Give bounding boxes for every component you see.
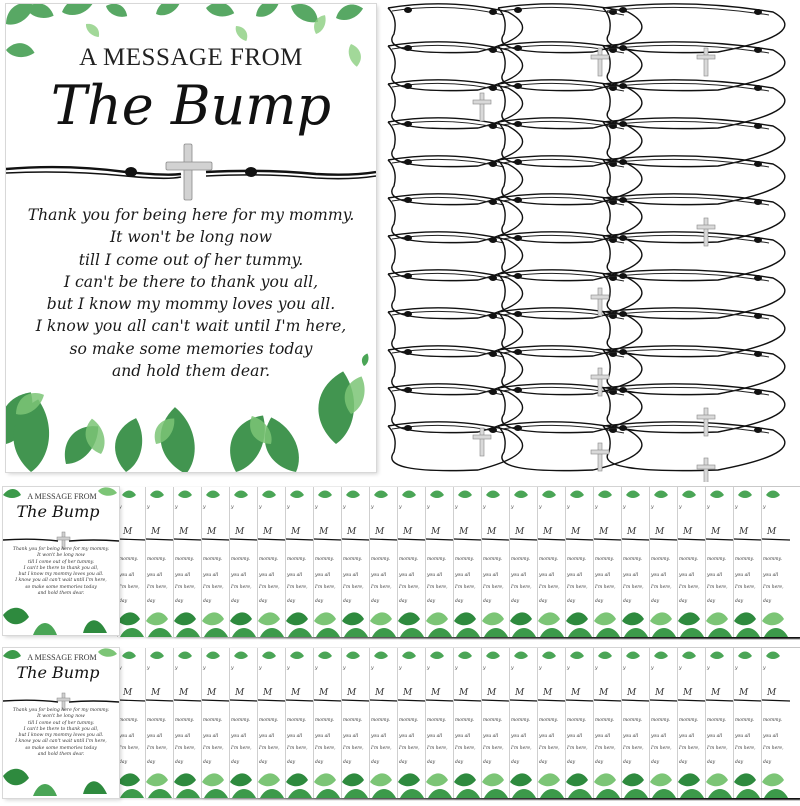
leaf-icon [118,612,140,625]
front-mini-card [3,487,119,635]
leaf-icon [374,491,388,499]
stacked-card: y M mommy. you all I'm here, day [566,487,800,637]
poem-line: and hold them dear. [111,362,271,381]
stacked-card: y M mommy. you all I'm here, day [230,648,800,798]
leaf-icon [316,628,340,637]
leaf-icon [428,628,452,637]
stacked-card: y M mommy. you all I'm here, day [594,648,800,798]
mini-heading: A MESSAGE FROM [27,492,97,501]
leaf-icon [626,491,640,499]
stacked-card: y M mommy. you all I'm here, day [482,487,800,637]
leaf-icon [512,789,536,798]
leaf-icon [430,491,444,499]
poem-line: I know you all can't wait until I'm here, [35,317,347,336]
leaf-icon [540,628,564,637]
stacked-card: y M mommy. you all I'm here, day [398,648,800,798]
leaf-icon [206,652,220,660]
leaf-icon [176,628,200,637]
leaf-icon [286,773,308,786]
leaf-icon [234,491,248,499]
leaf-icon [202,773,224,786]
leaf-icon [652,628,676,637]
stacked-card: y M mommy. you all I'm here, day [342,487,800,637]
leaf-icon [400,628,424,637]
stacked-card: y M mommy. you all I'm here, day [594,487,800,637]
stacked-card: y M mommy. you all I'm here, day [706,648,800,798]
leaf-icon [458,491,472,499]
leaf-icon [568,789,592,798]
leaf-icon [286,612,308,625]
leaf-icon [514,491,528,499]
stacked-card: y M mommy. you all I'm here, day [510,648,800,798]
leaf-icon [400,789,424,798]
stacked-card: y M mommy. you all I'm here, day [118,487,800,637]
leaf-icon [398,773,420,786]
leaf-icon [178,652,192,660]
mini-title: The Bump [16,502,100,521]
leaf-icon [626,652,640,660]
leaf-icon [764,789,788,798]
leaf-icon [734,773,756,786]
leaf-icon [232,789,256,798]
leaf-icon [456,628,480,637]
leaf-icon [710,652,724,660]
stacked-card: y M mommy. you all I'm here, day [482,648,800,798]
leaf-icon [538,773,560,786]
leaf-icon [650,612,672,625]
leaf-icon [482,773,504,786]
leaf-icon [150,652,164,660]
leaf-icon [262,652,276,660]
leaf-icon [708,789,732,798]
leaf-icon [234,652,248,660]
leaf-icon [148,628,172,637]
leaf-icon [736,789,760,798]
leaf-icon [204,789,228,798]
leaf-icon [398,612,420,625]
stacked-card: y M mommy. you all I'm here, day [650,487,800,637]
leaf-icon [596,789,620,798]
mini-poem: Thank you for being here for my mommy. It won't be long now till I come out of her tummy. I can't be there to thank you all, but I know my mommy loves you all. I know you all can't wait until I'm here, so make some memories today and hold them dear. [12,708,110,758]
leaf-icon [122,652,136,660]
leaf-icon [146,773,168,786]
stacked-card: y M mommy. you all I'm here, day [286,648,800,798]
leaf-icon [318,491,332,499]
leaf-icon [370,773,392,786]
leaf-icon [288,628,312,637]
stacked-card: y M mommy. you all I'm here, day [734,487,800,637]
leaf-icon [146,612,168,625]
leaf-icon [594,773,616,786]
mini-poem: Thank you for being here for my mommy. It won't be long now till I come out of her tummy. I can't be there to thank you all, but I know my mommy loves you all. I know you all can't wait until I'm here, so make some memories today and hold them dear. [12,547,110,597]
leaf-icon [624,628,648,637]
leaf-icon [428,789,452,798]
leaf-icon [512,628,536,637]
leaf-icon [230,612,252,625]
leaf-icon [458,652,472,660]
leaf-icon [510,773,532,786]
leaf-icon [3,608,29,625]
leaf-icon [260,628,284,637]
front-mini-card [3,648,119,798]
stacked-card: y M mommy. you all I'm here, day [762,487,800,637]
leaf-icon [596,628,620,637]
leaf-icon [678,612,700,625]
leaf-icon [178,491,192,499]
leaf-icon [734,612,756,625]
stacked-card: y M mommy. you all I'm here, day [678,648,800,798]
poem-line: but I know my mommy loves you all. [46,295,336,314]
leaf-icon [540,789,564,798]
leaf-icon [344,789,368,798]
leaf-icon [538,612,560,625]
leaf-icon [344,628,368,637]
stacked-card: y M mommy. you all I'm here, day [202,648,800,798]
leaf-icon [260,789,284,798]
poem-line: Thank you for being here for my mommy. [27,206,355,224]
leaf-icon [706,773,728,786]
card-strip-1 [0,487,800,637]
leaf-icon [762,773,784,786]
stacked-card: y M mommy. you all I'm here, day [454,487,800,637]
leaf-icon [622,773,644,786]
leaf-icon [120,789,144,798]
stacked-card: y M mommy. you all I'm here, day [174,648,800,798]
leaf-icon [174,612,196,625]
leaf-icon [568,628,592,637]
leaf-icon [622,612,644,625]
leaf-icon [484,628,508,637]
leaf-icon [230,773,252,786]
leaf-icon [33,784,57,796]
stacked-card: y M mommy. you all I'm here, day [538,487,800,637]
leaf-icon [33,623,57,635]
leaf-icon [598,652,612,660]
stacked-card: y M mommy. you all I'm here, day [426,648,800,798]
leaf-icon [678,773,700,786]
stacked-card: y M mommy. you all I'm here, day [370,487,800,637]
leaf-icon [594,612,616,625]
leaf-icon [370,612,392,625]
leaf-icon [542,652,556,660]
stacked-card: y M mommy. you all I'm here, day [286,487,800,637]
leaf-icon [148,789,172,798]
leaf-icon [510,612,532,625]
leaf-icon [708,628,732,637]
leaf-icon [204,628,228,637]
stacked-card: y M mommy. you all I'm here, day [734,648,800,798]
mini-heading: A MESSAGE FROM [27,653,97,662]
stacked-card: y M mommy. you all I'm here, day [426,487,800,637]
stacked-card: y M mommy. you all I'm here, day [622,648,800,798]
leaf-icon [122,491,136,499]
leaf-icon [762,612,784,625]
leaf-icon [624,789,648,798]
leaf-icon [372,628,396,637]
leaf-icon [736,628,760,637]
leaf-icon [654,652,668,660]
stacked-card: y M mommy. you all I'm here, day [230,487,800,637]
leaf-icon [374,652,388,660]
stacked-card: y M mommy. you all I'm here, day [762,648,800,798]
stacked-card: y M mommy. you all I'm here, day [538,648,800,798]
leaf-icon [738,491,752,499]
leaf-icon [764,628,788,637]
leaf-icon [598,491,612,499]
leaf-icon [118,773,140,786]
leaf-icon [454,612,476,625]
leaf-icon [206,491,220,499]
leaf-icon [486,652,500,660]
stacked-card: y M mommy. you all I'm here, day [258,648,800,798]
stacked-card: y M mommy. you all I'm here, day [146,648,800,798]
leaf-icon [738,652,752,660]
leaf-icon [372,789,396,798]
leaf-icon [426,612,448,625]
card-strip-2 [0,648,800,798]
leaf-icon [570,491,584,499]
leaf-icon [652,789,676,798]
leaf-icon [650,773,672,786]
leaf-icon [766,491,780,499]
card-heading: A MESSAGE FROM [79,44,303,71]
leaf-icon [482,612,504,625]
leaf-icon [654,491,668,499]
leaf-icon [346,491,360,499]
leaf-icon [566,612,588,625]
stacked-card: y M mommy. you all I'm here, day [370,648,800,798]
leaf-icon [258,773,280,786]
leaf-icon [342,612,364,625]
leaf-icon [3,769,29,786]
stacked-card: y M mommy. you all I'm here, day [566,648,800,798]
stacked-card: y M mommy. you all I'm here, day [174,487,800,637]
leaf-icon [342,773,364,786]
leaf-icon [710,491,724,499]
leaf-icon [83,781,107,794]
leaf-icon [288,789,312,798]
leaf-icon [258,612,280,625]
stacked-card: y M mommy. you all I'm here, day [146,487,800,637]
leaf-icon [83,620,107,633]
leaf-icon [314,773,336,786]
stacked-card: y M mommy. you all I'm here, day [678,487,800,637]
leaf-icon [120,628,144,637]
poem-line: I can't be there to thank you all, [63,272,319,291]
leaf-icon [514,652,528,660]
stacked-card: y M mommy. you all I'm here, day [398,487,800,637]
leaf-icon [174,773,196,786]
leaf-icon [680,789,704,798]
leaf-icon [232,628,256,637]
leaf-icon [290,491,304,499]
stacked-card: y M mommy. you all I'm here, day [314,487,800,637]
card-poem [6,204,376,382]
leaf-icon [346,652,360,660]
stacked-card: y M mommy. you all I'm here, day [202,487,800,637]
bracelet-pile [378,0,800,482]
cross-charm-icon [473,93,491,121]
stacked-card: y M mommy. you all I'm here, day [258,487,800,637]
poem-line: It won't be long now [110,228,272,247]
leaf-icon [316,789,340,798]
leaf-icon [150,491,164,499]
leaf-icon [430,652,444,660]
leaf-icon [484,789,508,798]
leaf-icon [570,652,584,660]
poem-line: so make some memories today [69,339,313,358]
leaf-icon [202,612,224,625]
stacked-card: y M mommy. you all I'm here, day [454,648,800,798]
leaf-icon [682,491,696,499]
leaf-icon [566,773,588,786]
leaf-icon [314,612,336,625]
leaf-icon [486,491,500,499]
main-message-card [6,4,376,472]
leaf-icon [682,652,696,660]
leaf-icon [176,789,200,798]
leaf-icon [262,491,276,499]
poem-line: till I come out of her tummy. [78,250,304,269]
stacked-card: y M mommy. you all I'm here, day [118,648,800,798]
leaf-icon [426,773,448,786]
leaf-icon [454,773,476,786]
card-title: The Bump [50,74,332,137]
leaf-icon [290,652,304,660]
stacked-card: y M mommy. you all I'm here, day [622,487,800,637]
leaf-icon [680,628,704,637]
mini-title: The Bump [16,663,100,682]
stacked-card: y M mommy. you all I'm here, day [706,487,800,637]
stacked-card: y M mommy. you all I'm here, day [342,648,800,798]
cross-charm-icon [166,144,212,200]
leaf-icon [402,652,416,660]
leaf-icon [456,789,480,798]
stacked-card: y M mommy. you all I'm here, day [510,487,800,637]
leaf-icon [318,652,332,660]
stacked-card: y M mommy. you all I'm here, day [650,648,800,798]
stacked-card: y M mommy. you all I'm here, day [314,648,800,798]
leaf-icon [706,612,728,625]
leaf-icon [402,491,416,499]
leaf-icon [542,491,556,499]
leaf-icon [766,652,780,660]
